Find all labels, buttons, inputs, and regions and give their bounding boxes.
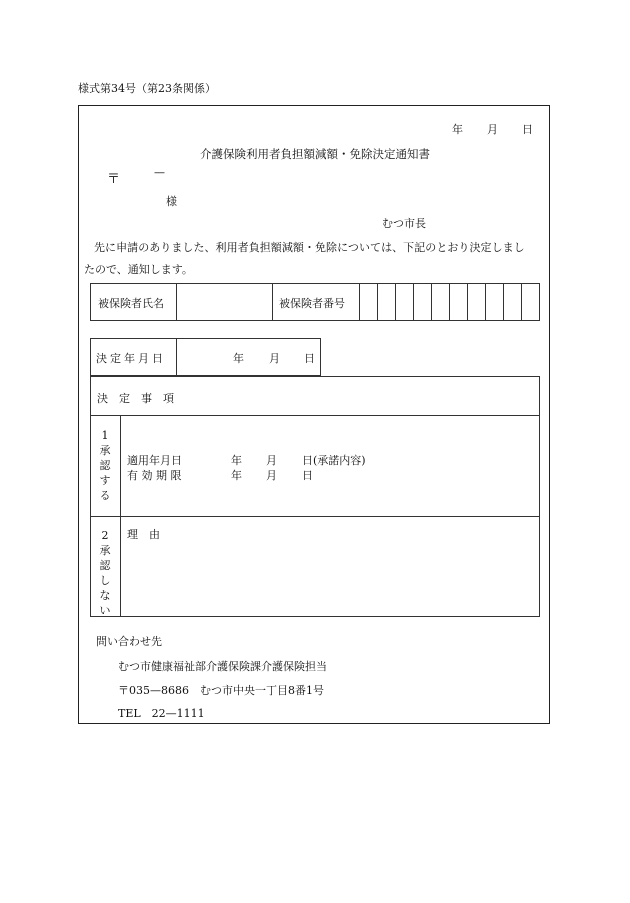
- document-title: 介護保険利用者負担額減額・免除決定通知書: [200, 147, 430, 161]
- honorific: 様: [166, 195, 177, 208]
- decision-header-divider: [90, 415, 540, 416]
- decision-row-divider: [90, 516, 540, 517]
- body-line-2: たので、通知します。: [84, 263, 193, 276]
- approve-vertical-label: [98, 428, 112, 503]
- reject-vertical-label: [98, 528, 112, 618]
- decision-year: 年: [233, 352, 244, 365]
- sender: むつ市長: [382, 217, 426, 230]
- approve-char: る: [99, 489, 111, 502]
- validity-month: 月: [266, 469, 277, 482]
- reason-label: 理 由: [127, 528, 160, 541]
- number-cell-divider: [413, 283, 414, 321]
- number-cell-divider: [503, 283, 504, 321]
- approve-char: 認: [99, 459, 111, 472]
- validity-year: 年: [231, 469, 242, 482]
- reject-char: し: [99, 574, 111, 587]
- reject-char: い: [99, 604, 111, 617]
- insured-number-label: 被保険者番号: [279, 297, 345, 310]
- decision-month: 月: [269, 352, 280, 365]
- header-day: 日: [522, 123, 533, 136]
- applied-year: 年: [231, 454, 242, 467]
- validity-label: 有 効 期 限: [127, 469, 182, 482]
- number-cell-divider: [449, 283, 450, 321]
- decision-column-divider: [120, 415, 121, 617]
- approve-number: 1: [101, 429, 109, 442]
- header-year: 年: [452, 123, 463, 136]
- approve-char: す: [99, 474, 111, 487]
- decision-items-table: [90, 376, 540, 617]
- contact-address: 〒035—8686 むつ市中央一丁目8番1号: [118, 684, 324, 697]
- contact-department: むつ市健康福祉部介護保険課介護保険担当: [118, 660, 327, 673]
- insured-divider: [272, 283, 273, 321]
- number-cell-divider: [467, 283, 468, 321]
- contact-label: 問い合わせ先: [96, 635, 162, 648]
- number-cell-divider: [395, 283, 396, 321]
- decision-date-label: 決定年月日: [96, 352, 166, 365]
- insured-divider: [359, 283, 360, 321]
- reject-number: 2: [101, 529, 109, 542]
- contact-tel: TEL 22—1111: [118, 707, 205, 720]
- reject-char: 承: [99, 544, 111, 557]
- number-cell-divider: [377, 283, 378, 321]
- decision-items-label: 決 定 事 項: [97, 392, 174, 405]
- reject-char: な: [99, 589, 111, 602]
- insured-name-label: 被保険者氏名: [98, 297, 164, 310]
- number-cell-divider: [521, 283, 522, 321]
- approve-char: 承: [99, 444, 111, 457]
- form-number: 様式第34号（第23条関係）: [78, 82, 216, 95]
- postal-mark: 〒: [107, 172, 121, 187]
- body-line-1: 先に申請のありました、利用者負担額減額・免除については、下記のとおり決定しまし: [94, 241, 525, 254]
- decision-date-divider: [176, 338, 177, 376]
- number-cell-divider: [485, 283, 486, 321]
- postal-dash: —: [154, 166, 165, 179]
- decision-day: 日: [304, 352, 315, 365]
- insured-divider: [176, 283, 177, 321]
- number-cell-divider: [431, 283, 432, 321]
- header-month: 月: [487, 123, 498, 136]
- applied-month: 月: [266, 454, 277, 467]
- validity-day: 日: [302, 469, 313, 482]
- applied-date-label: 適用年月日: [127, 454, 182, 467]
- reject-char: 認: [99, 559, 111, 572]
- applied-day: 日(承諾内容): [302, 454, 366, 467]
